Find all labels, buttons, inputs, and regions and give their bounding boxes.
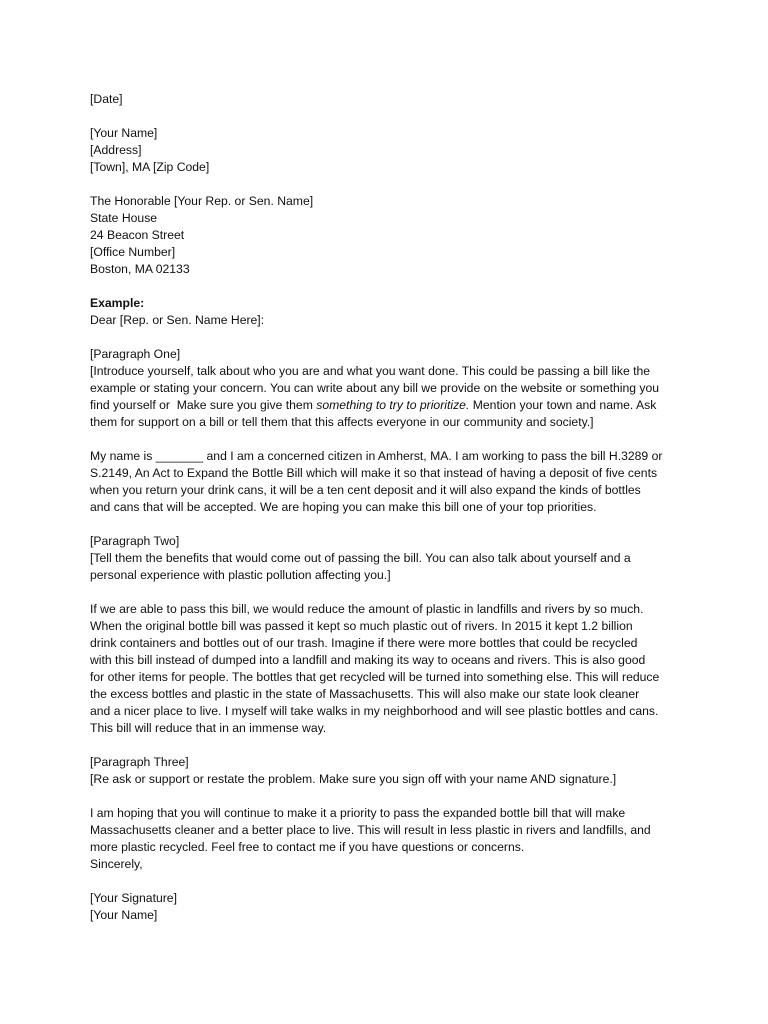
paragraph-one-instruction-line: them for support on a bill or tell them that this affects everyone in our community and society.] (90, 415, 594, 429)
paragraph-two-instruction-line: personal experience with plastic pollution affecting you.] (90, 568, 391, 582)
paragraph-three-body-line: I am hoping that you will continue to make it a priority to pass the expanded bottle bill that will make (90, 806, 626, 820)
sender-address-block (90, 125, 690, 176)
letter-template-page (90, 91, 690, 924)
paragraph-two-body-line: When the original bottle bill was passed it kept so much plastic out of rivers. In 2015 it kept 1.2 billion (90, 619, 633, 633)
recipient-address-block (90, 193, 690, 278)
paragraph-one-body-line: when you return your drink cans, it will be a ten cent deposit and it will also expand the kinds of bottles (90, 483, 641, 497)
paragraph-two-body-line: If we are able to pass this bill, we would reduce the amount of plastic in landfills and rivers by so much. (90, 602, 644, 616)
spacer (90, 584, 690, 601)
paragraph-three-body-line: more plastic recycled. Feel free to contact me if you have questions or concerns. (90, 840, 525, 854)
sender-address: [Address] (90, 143, 142, 157)
spacer (90, 873, 690, 890)
paragraph-two-body-line: This bill will reduce that in an immense way. (90, 721, 327, 735)
paragraph-one-title: [Paragraph One] (90, 347, 181, 361)
salutation: Dear [Rep. or Sen. Name Here]: (90, 313, 265, 327)
recipient-street: 24 Beacon Street (90, 228, 185, 242)
example-label: Example: (90, 296, 145, 310)
paragraph-two-instruction-line: [Tell them the benefits that would come out of passing the bill. You can also talk about yourself and a (90, 551, 631, 565)
paragraph-two-section (90, 533, 690, 737)
signer-name: [Your Name] (90, 908, 158, 922)
sender-name: [Your Name] (90, 126, 158, 140)
paragraph-one-section (90, 346, 690, 516)
spacer (90, 788, 690, 805)
instruction-emphasis: something to try to prioritize. (316, 398, 470, 412)
paragraph-one-instruction-line: example or stating your concern. You can write about any bill we provide on the website or something you (90, 381, 660, 395)
spacer (90, 737, 690, 754)
paragraph-two-body-line: for other items for people. The bottles that get recycled will be turned into something else. This will reduce (90, 670, 660, 684)
spacer (90, 176, 690, 193)
paragraph-two-body-line: the excess bottles and plastic in the state of Massachusetts. This will also make our state look cleaner (90, 687, 640, 701)
paragraph-three-instruction-line: [Re ask or support or restate the problem. Make sure you sign off with your name AND signature.] (90, 772, 617, 786)
sender-town: [Town], MA [Zip Code] (90, 160, 210, 174)
paragraph-two-title: [Paragraph Two] (90, 534, 180, 548)
paragraph-two-body-line: and a nicer place to live. I myself will take walks in my neighborhood and will see plastic bottles and cans. (90, 704, 659, 718)
date-line: [Date] (90, 92, 123, 106)
paragraph-two-body-line: with this bill instead of dumped into a landfill and making its way to oceans and rivers. This is also good (90, 653, 646, 667)
recipient-building: State House (90, 211, 158, 225)
recipient-city: Boston, MA 02133 (90, 262, 190, 276)
recipient-office: [Office Number] (90, 245, 176, 259)
spacer (90, 329, 690, 346)
paragraph-three-title: [Paragraph Three] (90, 755, 189, 769)
recipient-name: The Honorable [Your Rep. or Sen. Name] (90, 194, 314, 208)
spacer (90, 108, 690, 125)
signature-placeholder: [Your Signature] (90, 891, 177, 905)
paragraph-one-body-line: My name is _______ and I am a concerned citizen in Amherst, MA. I am working to pass the bill H.3289 or (90, 449, 663, 463)
spacer (90, 516, 690, 533)
paragraph-one-body-line: S.2149, An Act to Expand the Bottle Bill which will make it so that instead of having a deposit of five cents (90, 466, 658, 480)
paragraph-three-section (90, 754, 690, 856)
paragraph-one-body-line: and cans that will be accepted. We are hoping you can make this bill one of your top priorities. (90, 500, 597, 514)
signature-block (90, 890, 690, 924)
instruction-text: Mention your town and name. Ask (469, 398, 657, 412)
instruction-text: find yourself or Make sure you give them (90, 398, 317, 412)
spacer (90, 278, 690, 295)
paragraph-one-instruction-line (90, 397, 690, 414)
paragraph-one-instruction-line: [Introduce yourself, talk about who you are and what you want done. This could be passing a bill like the (90, 364, 651, 378)
paragraph-two-body-line: drink containers and bottles out of our trash. Imagine if there were more bottles that could be recycled (90, 636, 638, 650)
paragraph-three-body-line: Massachusetts cleaner and a better place to live. This will result in less plastic in rivers and landfills, and (90, 823, 651, 837)
closing-line: Sincerely, (90, 857, 143, 871)
spacer (90, 431, 690, 448)
